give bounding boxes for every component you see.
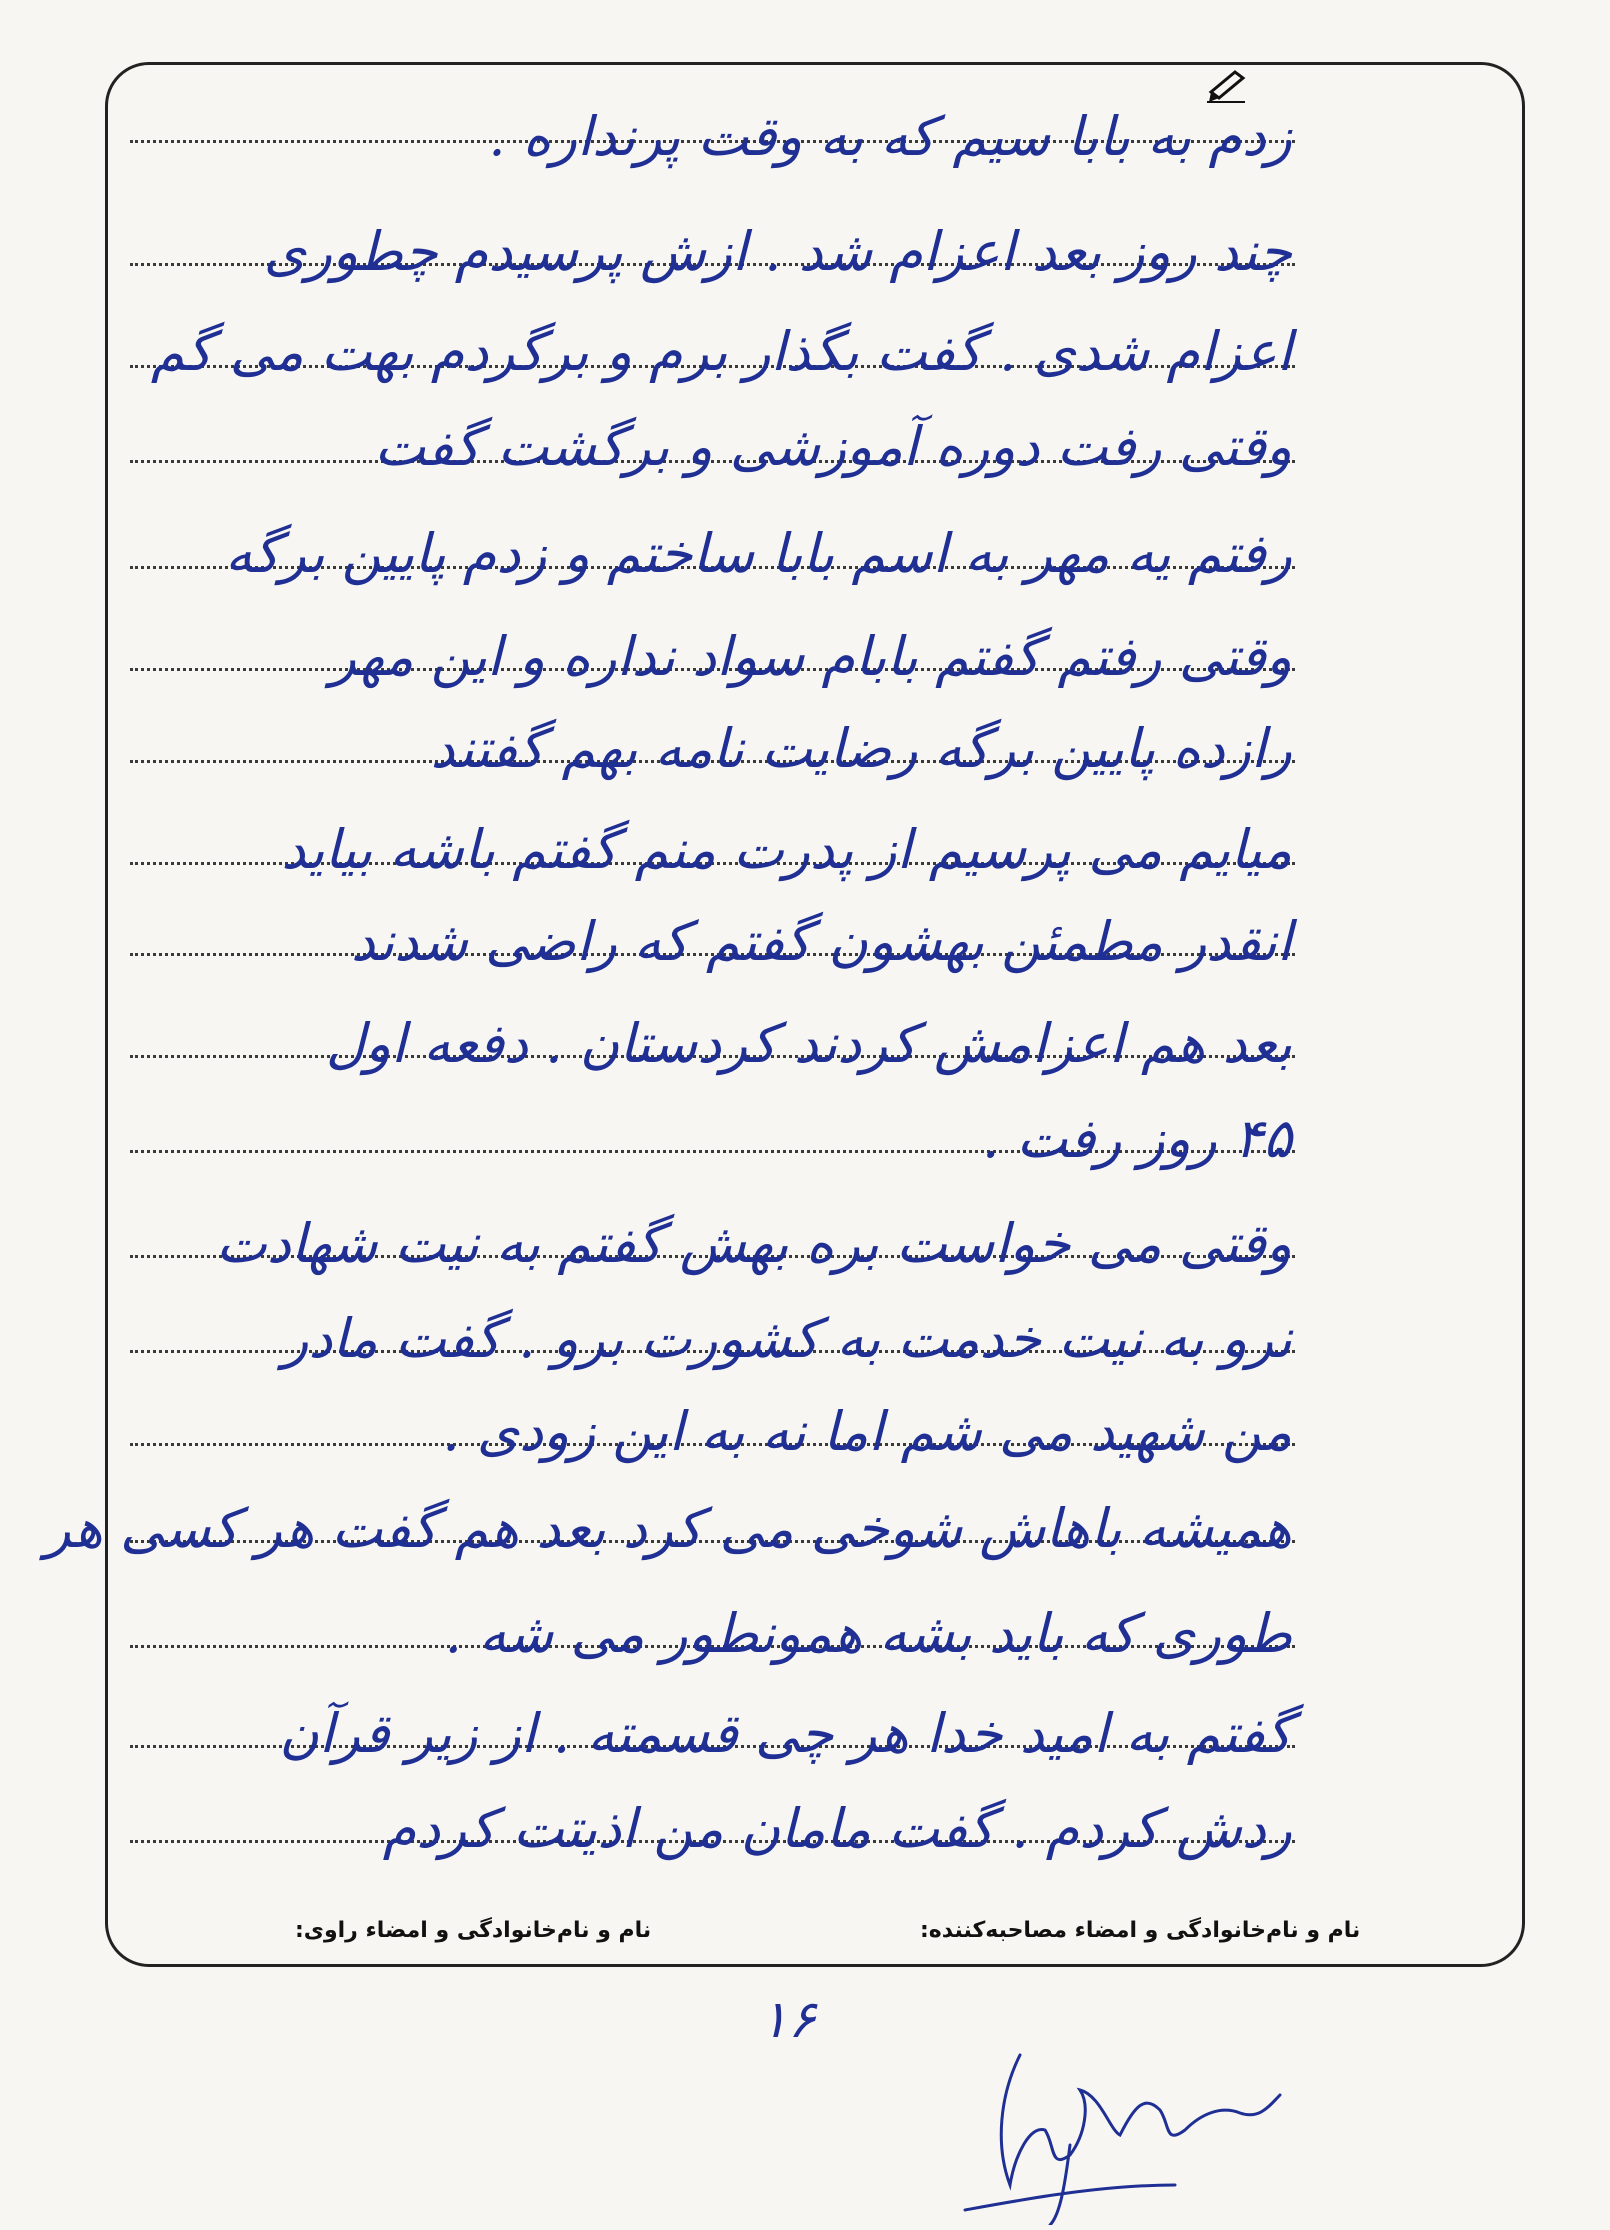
handwritten-line: وقتی رفتم گفتم بابام سواد نداره و این مهر (329, 625, 1292, 688)
page-number: ۱۶ (760, 1990, 816, 2050)
handwritten-line: بعد هم اعزامش کردند کردستان . دفعه اول (325, 1012, 1292, 1075)
handwritten-line: وقتی می خواست بره بهش گفتم به نیت شهادت (216, 1212, 1292, 1275)
handwritten-line: نرو به نیت خدمت به کشورت برو . گفت مادر (282, 1307, 1292, 1370)
handwritten-line: طوری که باید بشه همونطور می شه . (444, 1602, 1292, 1665)
handwritten-line: ۴۵ روز رفت . (982, 1107, 1292, 1170)
pencil-icon (1205, 62, 1249, 106)
handwritten-line: وقتی رفت دوره آموزشی و برگشت گفت (374, 415, 1292, 478)
handwritten-line: ردش کردم . گفت مامان من اذیتت کردم (382, 1797, 1292, 1860)
narrator-signature-label: نام و نام‌خانوادگی و امضاء راوی: (295, 1918, 652, 1943)
handwritten-line: اعزام شدی . گفت بگذار برم و برگردم بهت می گم (150, 320, 1292, 383)
handwritten-line: گفتم به امید خدا هر چی قسمته . از زیر قرآن (279, 1702, 1292, 1765)
interviewer-signature-label: نام و نام‌خانوادگی و امضاء مصاحبه‌کننده: (920, 1918, 1361, 1943)
handwritten-line: همیشه باهاش شوخی می کرد بعد هم گفت هر کسی هر (44, 1497, 1292, 1560)
handwritten-line: رازده پایین برگه رضایت نامه بهم گفتند (430, 717, 1292, 780)
handwritten-line: رفتم یه مهر به اسم بابا ساختم و زدم پایین برگه (225, 522, 1292, 585)
handwritten-line: انقدر مطمئن بهشون گفتم که راضی شدند (350, 910, 1292, 973)
signature (960, 2035, 1290, 2225)
handwritten-line: من شهید می شم اما نه به این زودی . (442, 1400, 1292, 1463)
handwritten-line: چند روز بعد اعزام شد . ازش پرسیدم چطوری (263, 220, 1292, 283)
handwritten-line: زدم به بابا سیم که به وقت پرنداره . (488, 105, 1292, 168)
handwritten-line: میایم می پرسیم از پدرت منم گفتم باشه بیاید (281, 818, 1292, 881)
